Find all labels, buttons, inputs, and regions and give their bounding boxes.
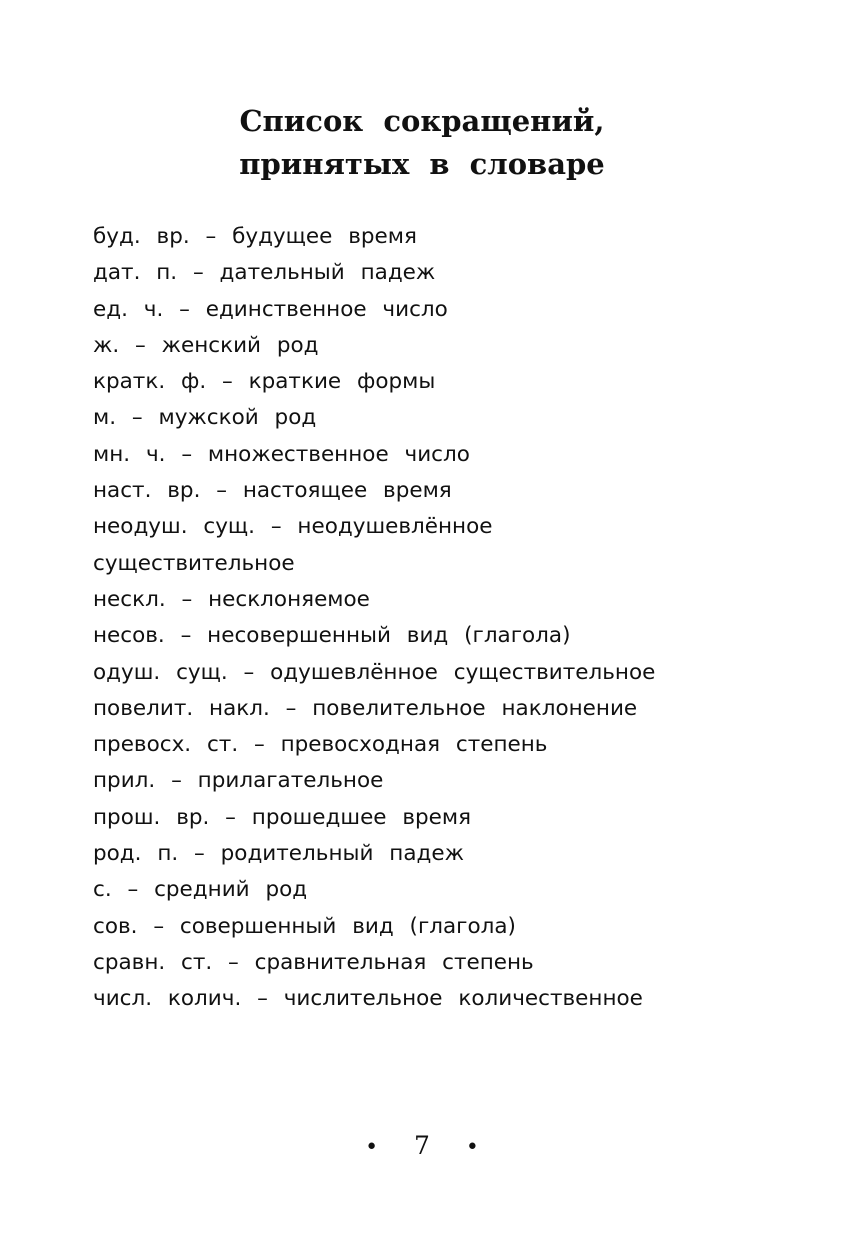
list-item: дат. п. – дательный падеж	[93, 260, 436, 286]
list-item: существительное	[93, 550, 295, 576]
list-item: несов. – несовершенный вид (глагола)	[93, 623, 571, 649]
list-item: ед. ч. – единственное число	[93, 296, 448, 322]
list-item: неодуш. сущ. – неодушевлённое	[93, 514, 493, 540]
list-item: с. – средний род	[93, 877, 308, 903]
list-item: буд. вр. – будущее время	[93, 224, 417, 249]
list-item: мн. ч. – множественное число	[93, 441, 470, 467]
list-item: прош. вр. – прошедшее время	[93, 804, 472, 830]
list-item: нескл. – несклоняемое	[93, 586, 370, 612]
list-item: наст. вр. – настоящее время	[93, 478, 452, 504]
bullet-right-icon: •	[465, 1134, 479, 1160]
bullet-left-icon: •	[365, 1134, 379, 1160]
page-footer	[0, 1126, 844, 1168]
title-line-2: принятых в словаре	[239, 147, 605, 181]
title-line-1: Список сокращений,	[239, 104, 605, 138]
list-item: сов. – совершенный вид (глагола)	[93, 913, 516, 939]
list-item: прил. – прилагательное	[93, 768, 384, 794]
list-item: кратк. ф. – краткие формы	[93, 369, 436, 395]
list-item: превосх. ст. – превосходная степень	[93, 732, 548, 758]
list-item: повелит. накл. – повелительное наклонение	[93, 695, 638, 721]
page-title	[0, 100, 844, 186]
abbreviation-list	[93, 219, 813, 1018]
list-item: числ. колич. – числительное количественное	[93, 986, 643, 1012]
list-item: сравн. ст. – сравнительная степень	[93, 949, 534, 975]
list-item: одуш. сущ. – одушевлённое существительное	[93, 659, 656, 685]
list-item: род. п. – родительный падеж	[93, 841, 464, 867]
list-item: м. – мужской род	[93, 405, 317, 431]
page-number: 7	[414, 1131, 430, 1160]
list-item: ж. – женский род	[93, 332, 319, 358]
